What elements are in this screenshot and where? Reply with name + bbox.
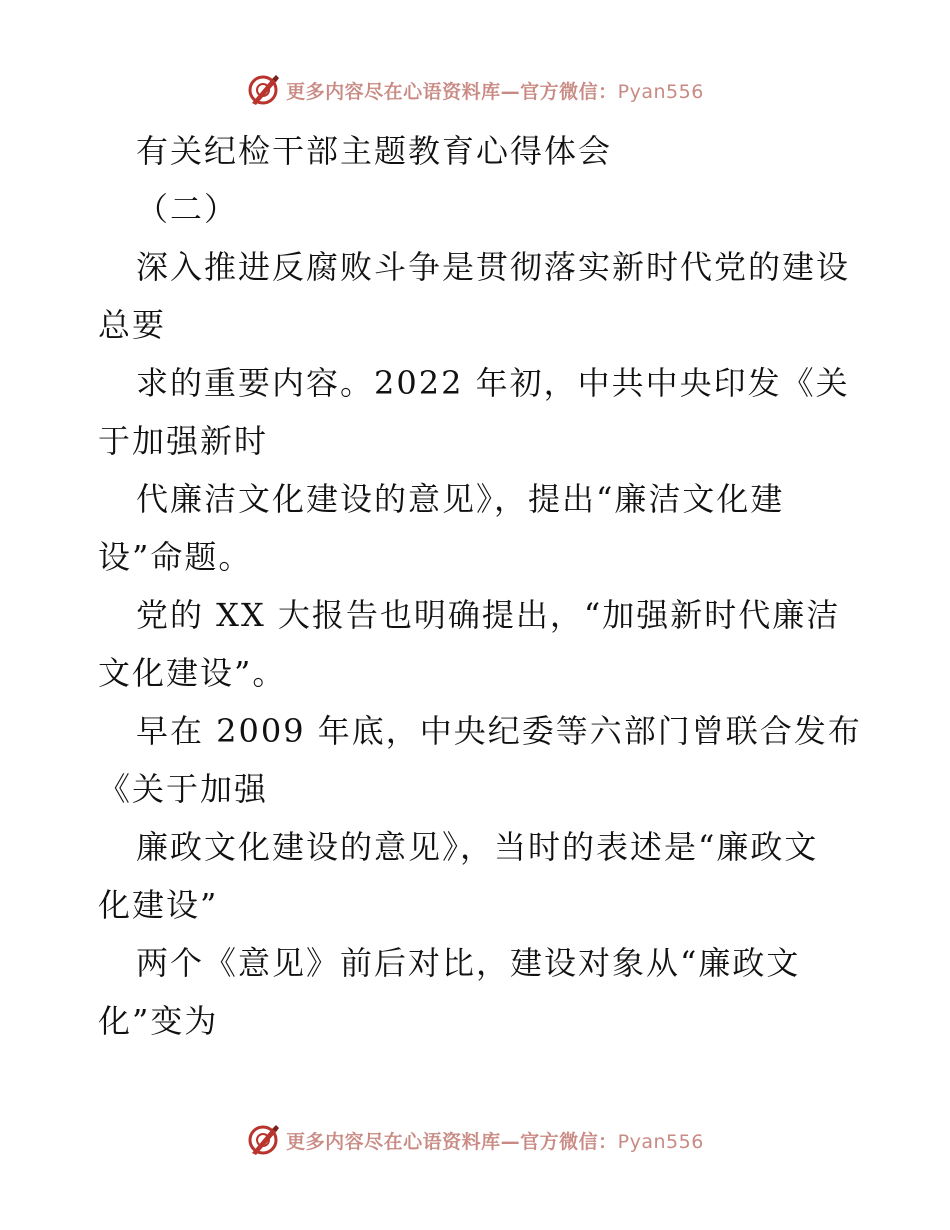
paragraph-line: 早在 2009 年底，中央纪委等六部门曾联合发布 (136, 712, 862, 750)
header-banner-handle: Pyan556 (617, 80, 704, 103)
paragraph-line: 化”变为 (98, 1002, 219, 1040)
document-body (98, 122, 862, 1050)
header-banner-text: 更多内容尽在心语资料库—官方微信：Pyan556 (286, 80, 704, 103)
header-banner (0, 70, 950, 110)
paragraph-line: 化建设” (98, 886, 219, 924)
doc-subtitle: （二） (136, 190, 239, 228)
paragraph-line: 求的重要内容。2022 年初，中共中央印发《关 (136, 364, 850, 402)
paragraph-line: 代廉洁文化建设的意见》，提出“廉洁文化建 (136, 480, 785, 518)
footer-banner-handle: Pyan556 (617, 1130, 704, 1153)
doc-title: 有关纪检干部主题教育心得体会 (136, 132, 613, 170)
paragraph-line: 文化建设”。 (98, 654, 287, 692)
pen-logo-icon (246, 73, 280, 107)
paragraph-line: 党的 XX 大报告也明确提出，“加强新时代廉洁 (136, 596, 841, 634)
footer-banner-text: 更多内容尽在心语资料库—官方微信：Pyan556 (286, 1130, 704, 1153)
paragraph-line: 深入推进反腐败斗争是贯彻落实新时代党的建设 (136, 248, 851, 286)
footer-banner (0, 1120, 950, 1160)
paragraph-line: 两个《意见》前后对比，建设对象从“廉政文 (136, 944, 801, 982)
paragraph-line: 于加强新时 (98, 422, 269, 460)
pen-logo-icon (246, 1123, 280, 1157)
paragraph-line: 廉政文化建设的意见》，当时的表述是“廉政文 (136, 828, 819, 866)
paragraph-line: 总要 (98, 306, 167, 344)
paragraph-line: 设”命题。 (98, 538, 253, 576)
paragraph-line: 《关于加强 (98, 770, 269, 808)
